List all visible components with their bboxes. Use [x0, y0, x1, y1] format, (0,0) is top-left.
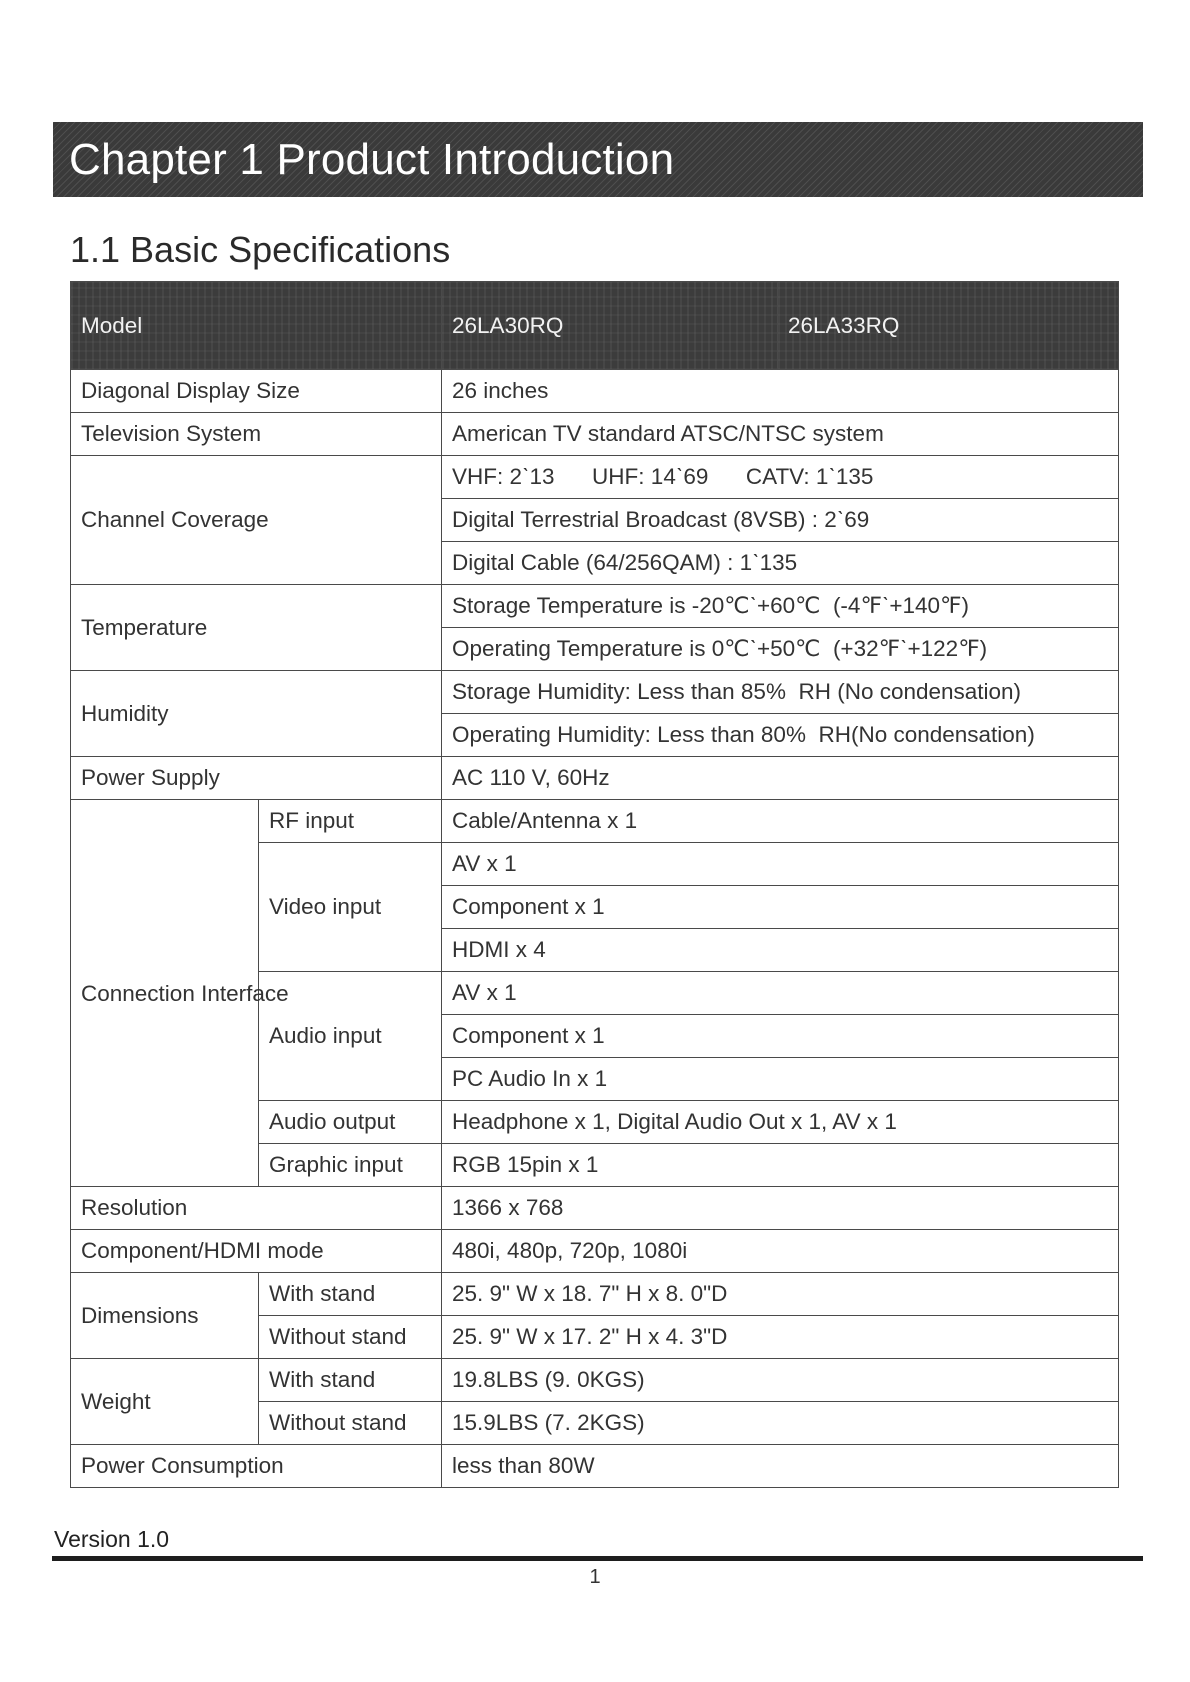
table-header-row	[71, 282, 1119, 370]
row-label-humidity: Humidity	[71, 671, 442, 757]
row-value-power-supply: AC 110 V, 60Hz	[442, 757, 1119, 800]
row-sublabel-dimensions-without-stand: Without stand	[259, 1316, 442, 1359]
row-label-component-mode: Component/HDMI mode	[71, 1230, 442, 1273]
table-row	[71, 1230, 1119, 1273]
row-value-channel-digital-cable: Digital Cable (64/256QAM) : 1ˋ135	[442, 542, 1119, 585]
table-row	[71, 413, 1119, 456]
table-row	[71, 1359, 1119, 1402]
header-model-a: 26LA30RQ	[442, 282, 778, 370]
row-value-dimensions-with-stand: 25. 9" W x 18. 7" H x 8. 0"D	[442, 1273, 1119, 1316]
row-value-channel-digital-terrestrial: Digital Terrestrial Broadcast (8VSB) : 2ˋ69	[442, 499, 1119, 542]
footer-divider	[52, 1556, 1143, 1561]
specifications-table	[70, 281, 1119, 1488]
row-sublabel-graphic-input: Graphic input	[259, 1144, 442, 1187]
row-label-tv-system: Television System	[71, 413, 442, 456]
row-value-audio-output: Headphone x 1, Digital Audio Out x 1, AV x 1	[442, 1101, 1119, 1144]
row-value-resolution: 1366 x 768	[442, 1187, 1119, 1230]
table-row	[71, 585, 1119, 628]
row-sublabel-audio-input: Audio input	[259, 972, 442, 1101]
row-value-graphic-input: RGB 15pin x 1	[442, 1144, 1119, 1187]
table-row	[71, 1445, 1119, 1488]
row-sublabel-weight-without-stand: Without stand	[259, 1402, 442, 1445]
table-row	[71, 757, 1119, 800]
row-value-component-mode: 480i, 480p, 720p, 1080i	[442, 1230, 1119, 1273]
row-value-power-consumption: less than 80W	[442, 1445, 1119, 1488]
row-value-diagonal: 26 inches	[442, 370, 1119, 413]
table-row	[71, 370, 1119, 413]
row-label-resolution: Resolution	[71, 1187, 442, 1230]
chapter-title-bar: Chapter 1 Product Introduction	[53, 122, 1143, 197]
row-value-operating-temperature: Operating Temperature is 0℃ˋ+50℃ (+32℉ˋ+122℉)	[442, 628, 1119, 671]
footer-version: Version 1.0	[54, 1526, 170, 1552]
row-label-connection-interface: Connection Interface	[71, 800, 259, 1187]
row-label-dimensions: Dimensions	[71, 1273, 259, 1359]
row-value-operating-humidity: Operating Humidity: Less than 80% RH(No condensation)	[442, 714, 1119, 757]
row-sublabel-video-input: Video input	[259, 843, 442, 972]
row-sublabel-rf-input: RF input	[259, 800, 442, 843]
row-value-channel-analog: VHF: 2ˋ13 UHF: 14ˋ69 CATV: 1ˋ135	[442, 456, 1119, 499]
table-row	[71, 1187, 1119, 1230]
row-label-weight: Weight	[71, 1359, 259, 1445]
row-label-channel: Channel Coverage	[71, 456, 442, 585]
row-value-video-component: Component x 1	[442, 886, 1119, 929]
row-value-weight-without-stand: 15.9LBS (7. 2KGS)	[442, 1402, 1119, 1445]
table-row	[71, 1273, 1119, 1316]
row-label-diagonal: Diagonal Display Size	[71, 370, 442, 413]
row-value-video-av: AV x 1	[442, 843, 1119, 886]
page-number: 1	[589, 1566, 601, 1588]
row-label-temperature: Temperature	[71, 585, 442, 671]
row-sublabel-audio-output: Audio output	[259, 1101, 442, 1144]
row-sublabel-dimensions-with-stand: With stand	[259, 1273, 442, 1316]
row-sublabel-weight-with-stand: With stand	[259, 1359, 442, 1402]
row-value-weight-with-stand: 19.8LBS (9. 0KGS)	[442, 1359, 1119, 1402]
row-value-audio-component: Component x 1	[442, 1015, 1119, 1058]
row-label-power-consumption: Power Consumption	[71, 1445, 442, 1488]
row-value-dimensions-without-stand: 25. 9" W x 17. 2" H x 4. 3"D	[442, 1316, 1119, 1359]
row-label-power-supply: Power Supply	[71, 757, 442, 800]
row-value-storage-temperature: Storage Temperature is -20℃ˋ+60℃ (-4℉ˋ+140℉)	[442, 585, 1119, 628]
header-model-label: Model	[71, 282, 442, 370]
row-value-video-hdmi: HDMI x 4	[442, 929, 1119, 972]
row-value-tv-system: American TV standard ATSC/NTSC system	[442, 413, 1119, 456]
row-value-audio-av: AV x 1	[442, 972, 1119, 1015]
header-model-b: 26LA33RQ	[778, 282, 1119, 370]
section-title: 1.1 Basic Specifications	[70, 229, 451, 270]
row-value-audio-pc: PC Audio In x 1	[442, 1058, 1119, 1101]
table-row	[71, 671, 1119, 714]
table-row	[71, 800, 1119, 843]
row-value-storage-humidity: Storage Humidity: Less than 85% RH (No condensation)	[442, 671, 1119, 714]
table-row	[71, 456, 1119, 499]
row-value-rf-input: Cable/Antenna x 1	[442, 800, 1119, 843]
